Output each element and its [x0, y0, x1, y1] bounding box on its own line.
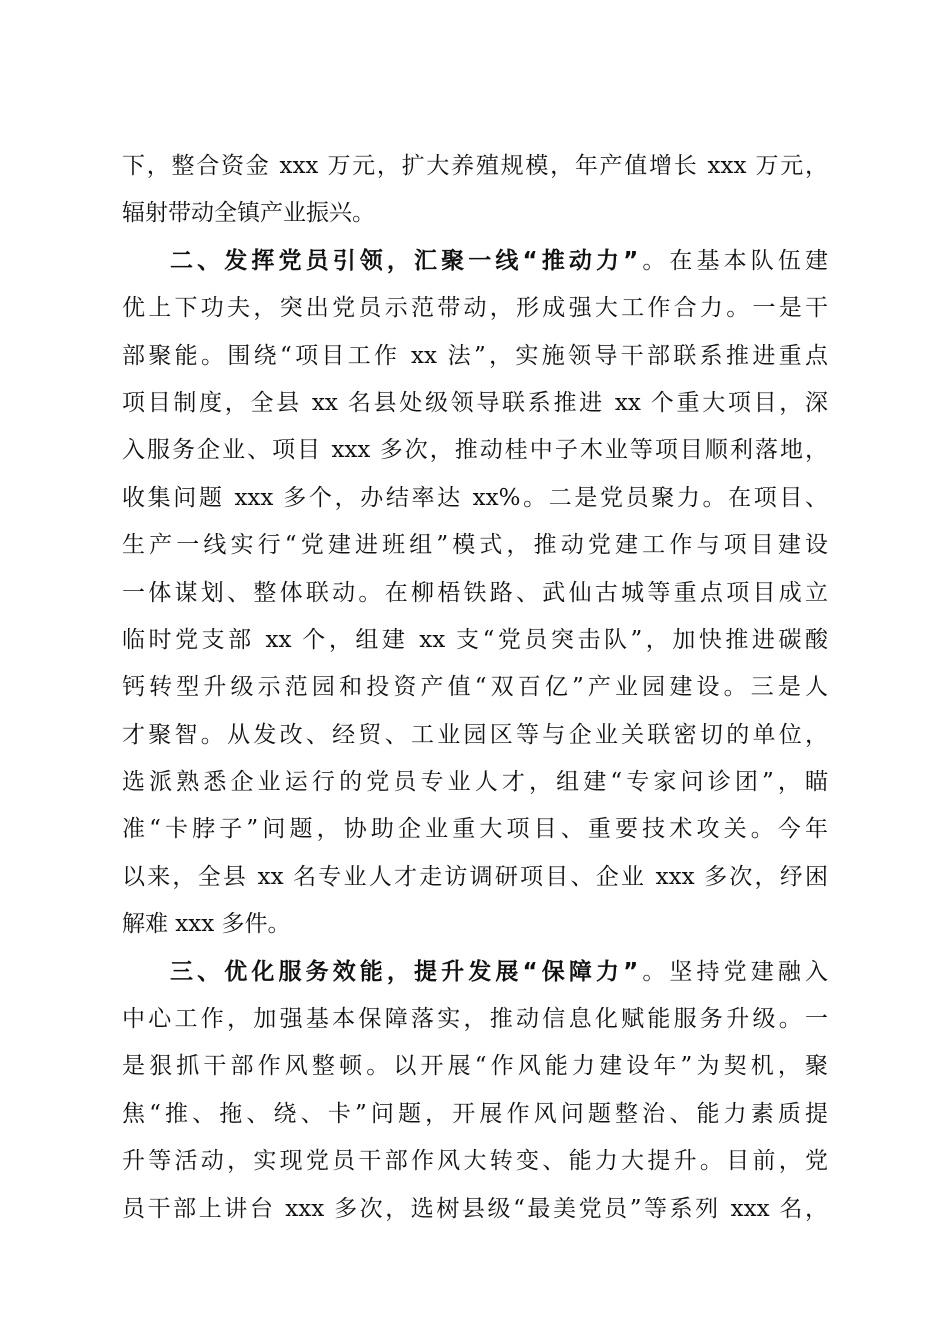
paragraph-3-line: 是狠抓干部作风整顿。以开展“作风能力建设年”为契机，聚: [122, 1053, 828, 1080]
paragraph-2-line: 生产一线实行“党建进班组”模式，推动党建工作与项目建设: [122, 532, 828, 559]
paragraph-2-line: 钙转型升级示范园和投资产值“双百亿”产业园建设。三是人: [122, 674, 828, 701]
paragraph-2-line: 以来，全县 xx 名专业人才走访调研项目、企业 xxx 多次，纾困: [122, 863, 828, 890]
paragraph-2-line: 准“卡脖子”问题，协助企业重大项目、重要技术攻关。今年: [122, 816, 828, 843]
section-heading-3: 三、优化服务效能，提升发展“保障力”: [170, 958, 639, 985]
section-heading-2: 二、发挥党员引领，汇聚一线“推动力”: [170, 247, 639, 274]
paragraph-3-first-line-text: 。坚持党建融入: [638, 958, 829, 985]
paragraph-1-line: 下，整合资金 xxx 万元，扩大养殖规模，年产值增长 xxx 万元，: [122, 153, 828, 179]
paragraph-2-line: 入服务企业、项目 xxx 多次，推动桂中子木业等项目顺利落地，: [122, 437, 828, 464]
paragraph-2-line: 部聚能。围绕“项目工作 xx 法”，实施领导干部联系推进重点: [122, 342, 828, 369]
document-body: [122, 143, 828, 1233]
paragraph-3-line: 焦“推、拖、绕、卡”问题，开展作风问题整治、能力素质提: [122, 1100, 828, 1127]
paragraph-2-line: 解难 xxx 多件。: [122, 911, 291, 938]
paragraph-3-first-line: [122, 949, 828, 996]
paragraph-2-first-line-text: 。在基本队伍建: [638, 247, 829, 274]
paragraph-2-line: 选派熟悉企业运行的党员专业人才，组建“专家问诊团”，瞄: [122, 769, 828, 796]
paragraph-3-line: 员干部上讲台 xxx 多次，选树县级“最美党员”等系列 xxx 名，: [122, 1195, 828, 1222]
paragraph-2-line: 优上下功夫，突出党员示范带动，形成强大工作合力。一是干: [122, 295, 828, 322]
paragraph-2-line: 收集问题 xxx 多个，办结率达 xx%。二是党员聚力。在项目、: [122, 484, 828, 511]
paragraph-2-first-line: [122, 238, 828, 285]
paragraph-2-line: 临时党支部 xx 个，组建 xx 支“党员突击队”，加快推进碳酸: [122, 626, 828, 653]
paragraph-1-line: 辐射带动全镇产业振兴。: [122, 200, 375, 227]
paragraph-2-line: 一体谋划、整体联动。在柳梧铁路、武仙古城等重点项目成立: [122, 579, 828, 606]
paragraph-2-line: 项目制度，全县 xx 名县处级领导联系推进 xx 个重大项目，深: [122, 389, 828, 416]
paragraph-2-line: 才聚智。从发改、经贸、工业园区等与企业关联密切的单位，: [122, 721, 828, 748]
paragraph-3-line: 升等活动，实现党员干部作风大转变、能力大提升。目前，党: [122, 1148, 828, 1175]
paragraph-3-line: 中心工作，加强基本保障落实，推动信息化赋能服务升级。一: [122, 1006, 828, 1033]
